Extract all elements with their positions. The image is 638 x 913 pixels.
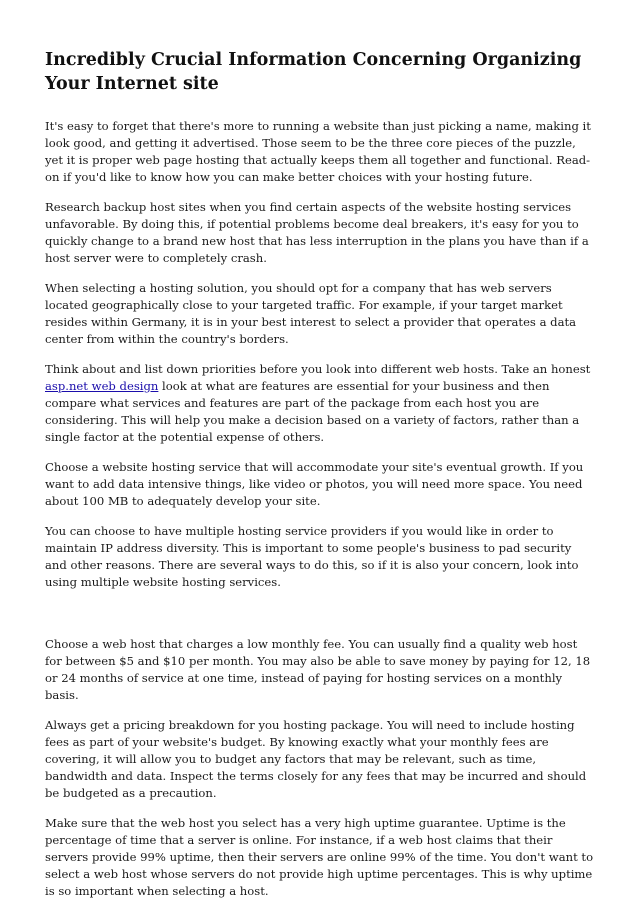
paragraph-location: When selecting a hosting solution, you should opt for a company that has web servers located geographically close to your targeted traffic. For example, if your target market resides within Germany, it is in your best interest to select a provider that operates a data center from within the country's borders. bbox=[45, 281, 577, 346]
asp-net-web-design-link[interactable]: asp.net web design bbox=[45, 379, 159, 393]
document-page bbox=[45, 48, 595, 913]
paragraph-priorities bbox=[45, 361, 595, 446]
paragraph-growth: Choose a website hosting service that will accommodate your site's eventual growth. If you want to add data intensive things, like video or photos, you will need more space. You need about 100 MB to adequately develop your site. bbox=[45, 460, 584, 508]
paragraph-multiple-providers: You can choose to have multiple hosting service providers if you would like in order to maintain IP address diversity. This is important to some people's business to pad security and other reasons. There are several ways to do this, so if it is also your concern, look into using multiple website hosting services. bbox=[45, 524, 579, 589]
paragraph-uptime: Make sure that the web host you select has a very high uptime guarantee. Uptime is the percentage of time that a server is online. For instance, if a web host claims that their servers provide 99% uptime, then their servers are online 99% of the time. You don't want to select a web host whose servers do not provide high uptime percentages. This is why uptime is so important when selecting a host. bbox=[45, 816, 594, 898]
paragraph-pricing-breakdown: Always get a pricing breakdown for you hosting package. You will need to include hosting fees as part of your website's budget. By knowing exactly what your monthly fees are covering, it will allow you to budget any factors that may be relevant, such as time, bandwidth and data. Inspect the terms closely for any fees that may be incurred and should be budgeted as a precaution. bbox=[45, 718, 587, 800]
paragraph-backup-hosts: Research backup host sites when you find certain aspects of the website hosting services unfavorable. By doing this, if potential problems become deal breakers, it's easy for you to quickly change to a brand new host that has less interruption in the plans you have than if a host server were to completely crash. bbox=[45, 200, 589, 265]
page-title: Incredibly Crucial Information Concerning Organizing Your Internet site bbox=[45, 50, 582, 94]
paragraph-monthly-fee: Choose a web host that charges a low monthly fee. You can usually find a quality web host for between $5 and $10 per month. You may also be able to save money by paying for 12, 18 or 24 months of service at one time, instead of paying for hosting services on a monthly basis. bbox=[45, 637, 591, 702]
paragraph-priorities-after: look at what are features are essential for your business and then compare what services and features are part of the package from each host you are considering. This will help you make a decision based on a variety of factors, rather than a single factor at the potential expense of others. bbox=[45, 379, 580, 444]
paragraph-priorities-before: Think about and list down priorities before you look into different web hosts. Take an honest bbox=[45, 362, 591, 376]
paragraph-intro: It's easy to forget that there's more to running a website than just picking a name, making it look good, and getting it advertised. Those seem to be the three core pieces of the puzzle, yet it is proper web page hosting that actually keeps them all together and functional. Read-on if you'd like to know how you can make better choices with your hosting future. bbox=[45, 119, 591, 184]
